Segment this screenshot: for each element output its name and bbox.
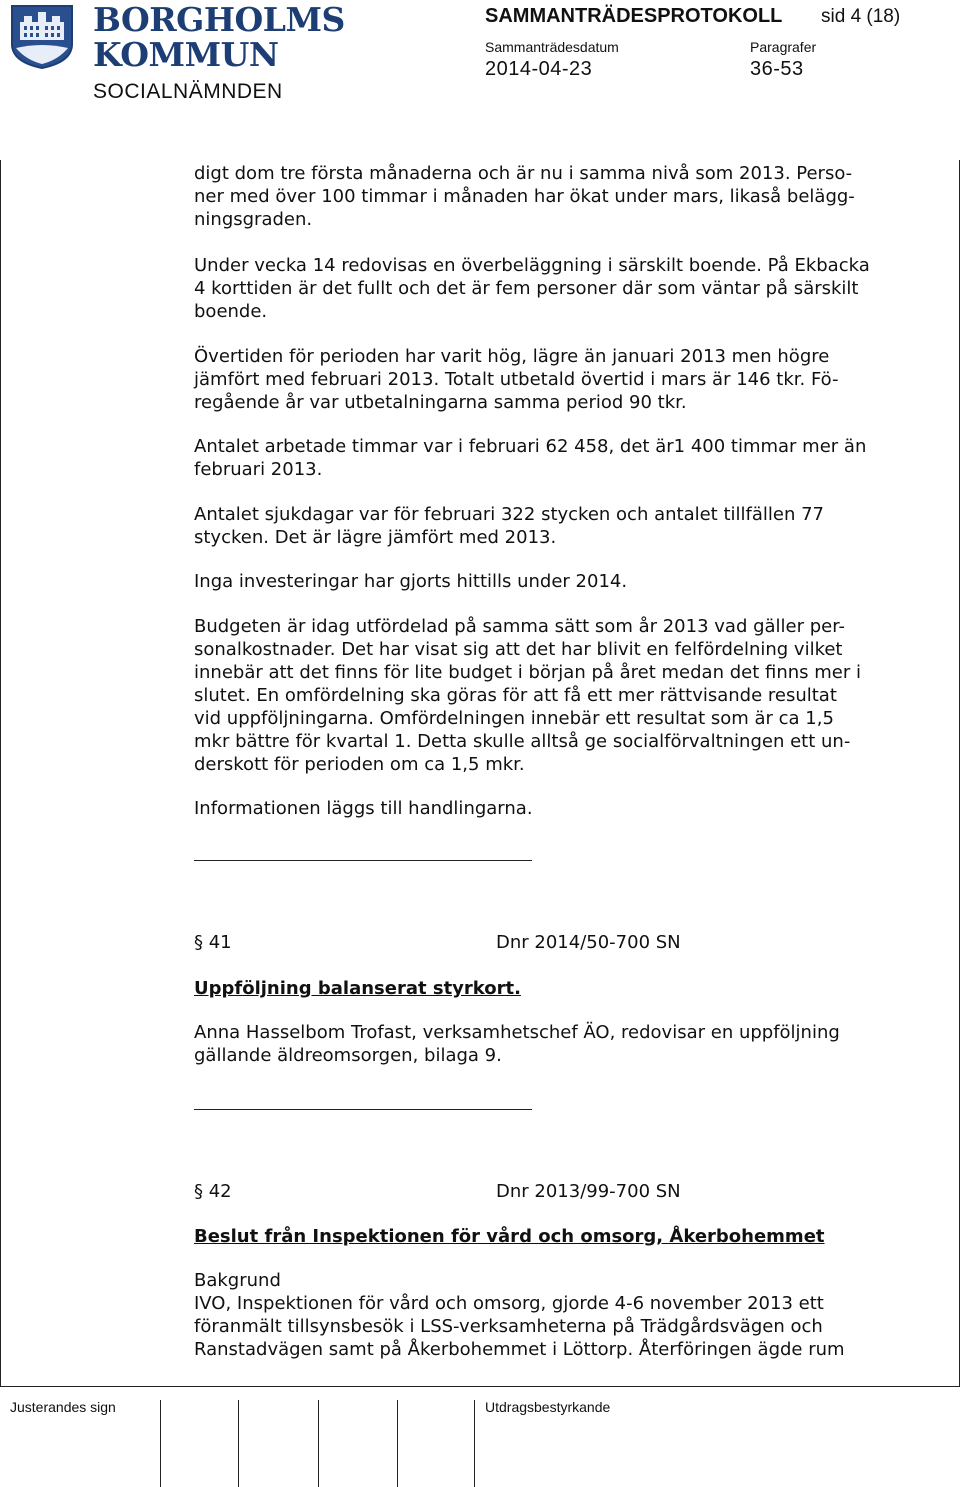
body-paragraph-7: Budgeten är idag utfördelad på samma sätt som år 2013 vad gäller per- sonalkostnader. Det har visat sig att det har blivit en felfördelning vilket innebär att det finns för lite budget i början på året medan det finns mer i slutet. En omfördelning ska göras för att få ett mer rättvisande resultat vid uppföljningarna. Omfördelningen innebär ett resultat som är ca 1,5 mkr bättre för kvartal 1. Detta skulle alltså ge socialförvaltningen ett un- derskott för perioden om ca 1,5 mkr. — [194, 616, 861, 775]
paragraphs-label: Paragrafer — [750, 39, 817, 55]
signature-divider-1 — [160, 1400, 161, 1487]
section-42-dnr: Dnr 2013/99-700 SN — [496, 1181, 681, 1202]
signature-divider-5 — [474, 1400, 475, 1487]
left-margin-line — [0, 160, 1, 1387]
signature-divider-2 — [238, 1400, 239, 1487]
section-41-number: § 41 — [194, 932, 232, 953]
footer-top-line — [0, 1386, 960, 1387]
section-42-number: § 42 — [194, 1181, 232, 1202]
department-name: SOCIALNÄMNDEN — [93, 80, 283, 103]
body-paragraph-4: Antalet arbetade timmar var i februari 62 458, det är1 400 timmar mer än februari 2013. — [194, 436, 867, 480]
section-41-dnr: Dnr 2014/50-700 SN — [496, 932, 681, 953]
body-paragraph-5: Antalet sjukdagar var för februari 322 stycken och antalet tillfällen 77 stycken. Det är lägre jämfört med 2013. — [194, 504, 824, 548]
section-42-subheading: Bakgrund — [194, 1270, 281, 1291]
municipality-crest — [10, 4, 74, 70]
meeting-date-value: 2014-04-23 — [485, 58, 593, 80]
utdragsbestyrkande-label: Utdragsbestyrkande — [485, 1399, 611, 1415]
body-paragraph-8: Informationen läggs till handlingarna. — [194, 798, 533, 819]
body-paragraph-1: digt dom tre första månaderna och är nu i samma nivå som 2013. Perso- ner med över 100 timmar i månaden har ökat under mars, likaså belägg- ningsgraden. — [194, 163, 855, 230]
body-paragraph-6: Inga investeringar har gjorts hittills under 2014. — [194, 571, 628, 592]
body-paragraph-2: Under vecka 14 redovisas en överbeläggning i särskilt boende. På Ekbacka 4 korttiden är det fullt och det är fem personer där som väntar på särskilt boende. — [194, 255, 870, 322]
org-name-line1: BORGHOLMS — [93, 0, 345, 39]
signature-divider-3 — [318, 1400, 319, 1487]
meeting-date-label: Sammanträdesdatum — [485, 39, 619, 55]
org-name-line2: KOMMUN — [93, 35, 279, 74]
justerandes-sign-label: Justerandes sign — [10, 1399, 116, 1415]
section-41-title: Uppföljning balanserat styrkort. — [194, 978, 521, 999]
section-divider-2 — [194, 1109, 532, 1110]
section-divider-1 — [194, 860, 532, 861]
signature-divider-4 — [397, 1400, 398, 1487]
section-41-text: Anna Hasselbom Trofast, verksamhetschef ÄO, redovisar en uppföljning gällande äldreomsorgen, bilaga 9. — [194, 1022, 840, 1066]
body-paragraph-3: Övertiden för perioden har varit hög, lägre än januari 2013 men högre jämfört med februari 2013. Totalt utbetald övertid i mars är 146 tkr. Fö- regående år var utbetalningarna samma period 90 tkr. — [194, 346, 839, 413]
section-42-text: IVO, Inspektionen för vård och omsorg, gjorde 4-6 november 2013 ett föranmält tillsynsbesök i LSS-verksamheterna på Trädgårdsvägen och Ranstadvägen samt på Åkerbohemmet i Löttorp. Återföringen ägde rum — [194, 1293, 845, 1360]
page-number: sid 4 (18) — [821, 6, 901, 27]
section-42-title: Beslut från Inspektionen för vård och omsorg, Åkerbohemmet — [194, 1226, 825, 1247]
protocol-title: SAMMANTRÄDESPROTOKOLL — [485, 5, 783, 27]
paragraphs-value: 36-53 — [750, 58, 804, 80]
